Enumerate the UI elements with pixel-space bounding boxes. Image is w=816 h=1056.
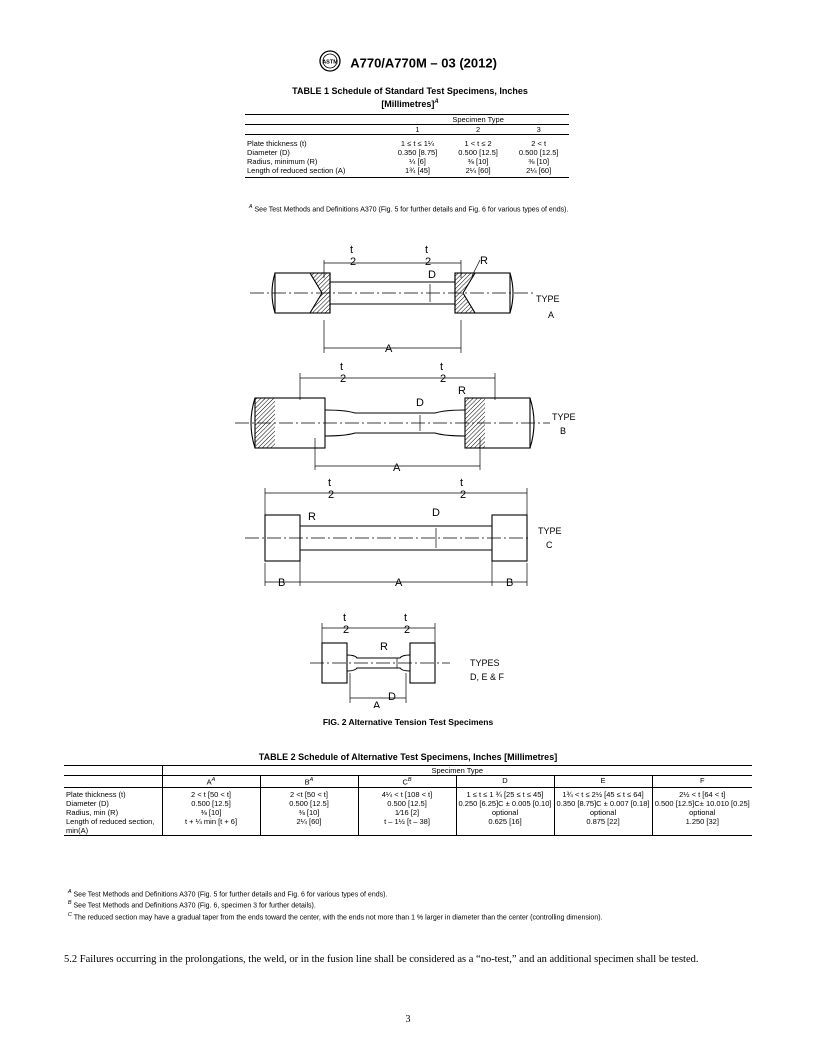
svg-text:t: t [328, 477, 332, 489]
svg-text:2: 2 [425, 256, 432, 268]
svg-text:D, E & F: D, E & F [470, 672, 505, 682]
table2-col-header: E [554, 776, 652, 788]
svg-text:TYPE: TYPE [538, 526, 562, 536]
svg-text:t: t [460, 477, 464, 489]
svg-text:t: t [425, 244, 429, 256]
svg-text:A: A [393, 462, 401, 474]
svg-text:2: 2 [328, 489, 335, 501]
svg-text:D: D [428, 269, 436, 281]
table-row: Radius, minimum (R) ¼ [6] ⅜ [10] ⅜ [10] [247, 156, 550, 166]
svg-text:R: R [380, 641, 388, 653]
specimen-type-b [235, 373, 550, 470]
svg-text:TYPE: TYPE [552, 412, 576, 422]
svg-text:R: R [308, 511, 316, 523]
svg-text:t: t [350, 244, 354, 256]
table-row: Diameter (D) 0.350 [8.75] 0.500 [12.5] 0.500 [12.5] [247, 147, 559, 157]
table-row: Radius, min (R) ⅜ [10] ⅜ [10] 1⁄16 [2] optional optional optional [64, 808, 752, 817]
table-row: Length of reduced section (A) 1¾ [45] 2¼ [60] 2¼ [60] [245, 166, 569, 178]
figure-caption: FIG. 2 Alternative Tension Test Specimens [322, 717, 494, 727]
svg-text:C: C [546, 540, 553, 550]
table2-group-header: Specimen Type [162, 766, 752, 776]
svg-text:2: 2 [460, 489, 467, 501]
document-header [0, 50, 816, 78]
table1-footnote: $^A$ See Test Methods and Definitions A370 (Fig. 5 for further details and Fig. 6 for various types of ends). [248, 204, 569, 214]
table2-col-header: D [456, 776, 554, 788]
svg-text:B: B [506, 577, 514, 589]
body-paragraph: 5.2 Failures occurring in the prolongations, the weld, or in the fusion line shall be considered as a “no-test,” and an additional specimen shall be tested. [64, 954, 699, 965]
svg-text:2: 2 [340, 373, 347, 385]
table-row: Length of reduced section, min(A) t + ¼ min [t + 6] 2¼ [60] t – 1½ [t – 38] 0.625 [16] 0.875 [22] 1.250 [32] [64, 817, 752, 836]
table2-col-header: $B^A$ [260, 776, 358, 788]
svg-text:t: t [340, 361, 344, 373]
svg-text:A: A [373, 700, 381, 708]
table1-caption: TABLE 1 Schedule of Standard Test Specimens, Inches [Millimetres]$^A$ [292, 86, 528, 109]
table2-col-header: F [652, 776, 752, 788]
table-row: Diameter (D) 0.500 [12.5] 0.500 [12.5] 0.500 [12.5] 0.250 [6.25]C ± 0.005 [0.10] 0.350 [8.75]C ± 0.007 [0.18] 0.500 [12.5]C± 10.010 [0.25] [64, 799, 752, 808]
table2-footnotes [64, 888, 754, 922]
astm-logo-icon [319, 50, 341, 78]
svg-text:B: B [278, 577, 286, 589]
specimen-types-def [310, 623, 450, 703]
footnote: $^B$ See Test Methods and Definitions A370 (Fig. 6, specimen 3 for further details). [67, 900, 316, 910]
table2-caption: TABLE 2 Schedule of Alternative Test Specimens, Inches [Millimetres] [258, 752, 558, 762]
svg-text:B: B [560, 426, 567, 436]
svg-text:2: 2 [440, 373, 447, 385]
table1-group-header: Specimen Type [452, 115, 504, 124]
document-title: A770/A770M – 03 (2012) [350, 55, 497, 71]
svg-text:R: R [458, 385, 466, 397]
svg-text:A: A [385, 343, 393, 355]
table2-col-header: $A^A$ [162, 776, 260, 788]
svg-text:A: A [395, 577, 403, 589]
svg-text:t: t [404, 612, 408, 624]
svg-text:2: 2 [404, 624, 411, 636]
svg-text:2: 2 [343, 624, 350, 636]
footnote: $^A$ See Test Methods and Definitions A370 (Fig. 5 for further details and Fig. 6 for various types of ends). [67, 889, 388, 899]
svg-text:2: 2 [350, 256, 357, 268]
table1-col-header: 3 [508, 125, 569, 135]
table1 [245, 114, 569, 178]
table2-col-header: $C^B$ [358, 776, 456, 788]
figure-2-drawing [230, 238, 590, 708]
table-row: Plate thickness (t) 2 < t [50 < t] 2 <t [50 < t] 4¼ < t [108 < t] 1 ≤ t ≤ 1 ¾ [25 ≤ t ≤ 45] 1¾ < t ≤ 2½ [45 ≤ t ≤ 64] 2½ < t [64 < t] [64, 790, 752, 799]
specimen-type-c [245, 488, 530, 586]
svg-text:A: A [548, 310, 555, 320]
table1-col-header: 1 [387, 125, 448, 135]
page-number: 3 [405, 1014, 411, 1025]
table-row: Plate thickness (t) 1 ≤ t ≤ 1¼ 1 < t ≤ 2 2 < t [247, 138, 547, 148]
table2 [64, 765, 752, 836]
svg-text:D: D [432, 507, 440, 519]
svg-text:D: D [388, 691, 396, 703]
svg-text:ASTM: ASTM [322, 59, 338, 66]
svg-text:TYPE: TYPE [536, 294, 560, 304]
footnote: $^C$ The reduced section may have a gradual taper from the ends toward the center, with the ends not more than 1 % larger in diameter than the center (controlling dimension). [67, 911, 603, 921]
svg-text:R: R [480, 255, 488, 267]
svg-text:t: t [343, 612, 347, 624]
svg-text:TYPES: TYPES [470, 658, 500, 668]
svg-text:D: D [416, 397, 424, 409]
specimen-type-a [250, 260, 535, 353]
svg-text:t: t [440, 361, 444, 373]
table1-col-header: 2 [448, 125, 509, 135]
